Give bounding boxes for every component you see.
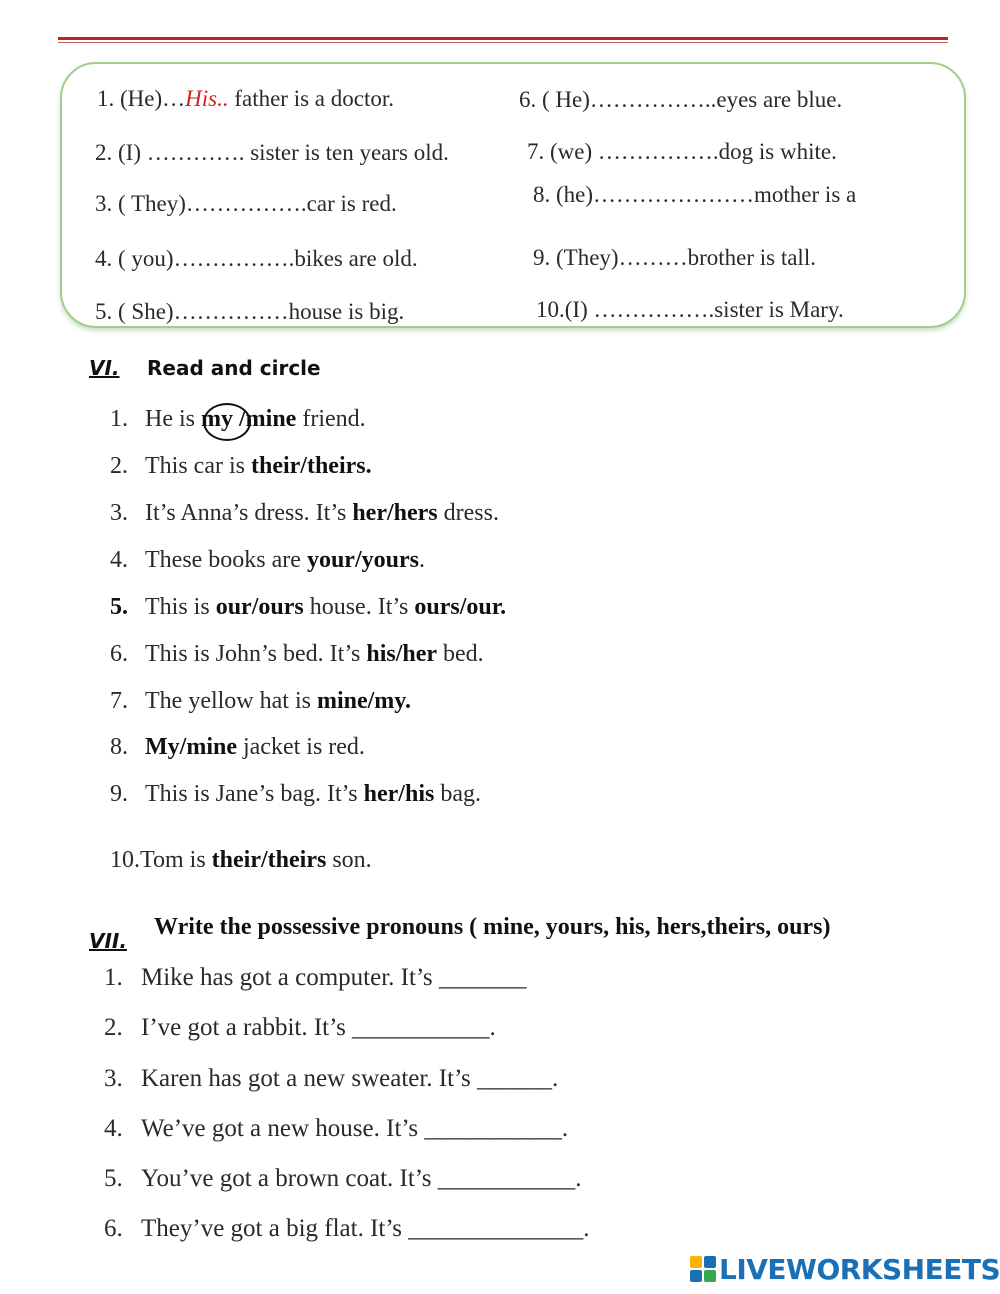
- sentence-text: bed.: [437, 641, 484, 667]
- fill-item-6: [104, 1215, 590, 1243]
- box-item-1: 1. (He)…His.. father is a doctor.: [97, 86, 395, 111]
- fill-item-4: [104, 1115, 568, 1143]
- choice-text[interactable]: her/hers: [352, 500, 438, 526]
- fill-sentence[interactable]: Karen has got a new sweater. It’s ______.: [141, 1065, 559, 1092]
- fill-item-5: [104, 1165, 581, 1193]
- choice-text[interactable]: my: [201, 406, 233, 432]
- sentence-text: .: [418, 547, 425, 573]
- choice-text[interactable]: their/theirs.: [250, 453, 372, 479]
- circle-item-8: [110, 734, 365, 761]
- sentence-text: jacket is red.: [236, 734, 365, 760]
- sentence-text: son.: [326, 847, 372, 873]
- circle-item-4: [110, 547, 425, 574]
- sentence-text: This is Jane’s bag. It’s: [145, 781, 364, 807]
- item-number: 3.: [110, 500, 128, 526]
- liveworksheets-logo: [690, 1252, 1000, 1286]
- answer-circle: [203, 403, 251, 441]
- circle-item-3: [110, 500, 499, 527]
- sentence-text: Tom is: [140, 847, 212, 873]
- sentence-text: It’s Anna’s dress. It’s: [145, 500, 353, 526]
- sentence-text: These books are: [145, 547, 307, 573]
- box-item-8: 8. (he)…………………mother is a: [533, 182, 857, 207]
- item-number: 2.: [104, 1014, 123, 1041]
- item-number: 9.: [110, 781, 128, 807]
- sentence-text: friend.: [296, 406, 366, 432]
- sentence-text: dress.: [437, 500, 499, 526]
- circle-item-9: [110, 781, 481, 808]
- item-number: 5.: [104, 1165, 123, 1192]
- fill-sentence[interactable]: They’ve got a big flat. It’s ______________.: [141, 1215, 590, 1242]
- circle-item-2: [110, 453, 372, 480]
- item-number: 5.: [110, 594, 128, 620]
- section-7-label: VII.: [89, 929, 127, 953]
- item-number: 8.: [110, 734, 128, 760]
- item-number: 6.: [104, 1215, 123, 1242]
- item-number: 6.: [110, 641, 128, 667]
- circle-item-10: [110, 847, 372, 874]
- choice-text[interactable]: our/ours: [215, 594, 304, 620]
- fill-item-3: [104, 1065, 558, 1093]
- box-item-10: 10.(I) …………….sister is Mary.: [536, 297, 844, 322]
- box-item-7: 7. (we) …………….dog is white.: [527, 139, 837, 164]
- section-6-label: VI.: [89, 356, 120, 380]
- item-number: 2.: [110, 453, 128, 479]
- sentence-text: bag.: [434, 781, 481, 807]
- item-number: 7.: [110, 688, 128, 714]
- item-number: 10.: [110, 847, 140, 873]
- sentence-text: This car is: [145, 453, 251, 479]
- sentence-text: This is John’s bed. It’s: [145, 641, 367, 667]
- top-rule: [58, 37, 948, 40]
- box-item-2: 2. (I) …………. sister is ten years old.: [95, 140, 449, 165]
- sentence-text: This is: [145, 594, 216, 620]
- circle-item-5: [110, 594, 506, 621]
- choice-text[interactable]: /: [233, 406, 246, 432]
- sentence-text: He is: [145, 406, 201, 432]
- top-rule-thin: [58, 42, 948, 43]
- logo-text: LIVEWORKSHEETS: [719, 1252, 1000, 1286]
- sentence-text: house. It’s: [303, 594, 415, 620]
- item-number: 1.: [104, 964, 123, 991]
- choice-text[interactable]: their/theirs: [211, 847, 327, 873]
- fill-sentence[interactable]: Mike has got a computer. It’s _______: [141, 964, 527, 991]
- choice-text[interactable]: mine: [245, 406, 297, 432]
- choice-text[interactable]: her/his: [363, 781, 435, 807]
- logo-grid-icon: [690, 1256, 716, 1282]
- item-number: 1.: [110, 406, 128, 432]
- fill-item-1: [104, 964, 526, 992]
- choice-text[interactable]: your/yours: [306, 547, 419, 573]
- fill-item-2: [104, 1014, 496, 1042]
- item-number: 3.: [104, 1065, 123, 1092]
- fill-sentence[interactable]: We’ve got a new house. It’s ___________.: [141, 1115, 569, 1142]
- circle-item-7: [110, 688, 411, 715]
- choice-text[interactable]: his/her: [366, 641, 438, 667]
- choice-text[interactable]: mine/my.: [316, 688, 411, 714]
- section-7-title: Write the possessive pronouns ( mine, yours, his, hers,theirs, ours): [154, 914, 831, 940]
- circle-item-6: [110, 641, 484, 668]
- box-item-5: 5. ( She)……………house is big.: [95, 299, 405, 324]
- fill-sentence[interactable]: You’ve got a brown coat. It’s ___________.: [141, 1165, 582, 1192]
- box-item-9: 9. (They)………brother is tall.: [533, 245, 816, 270]
- box-item-3: 3. ( They)…………….car is red.: [95, 191, 397, 216]
- item-number: 4.: [110, 547, 128, 573]
- fill-sentence[interactable]: I’ve got a rabbit. It’s ___________.: [141, 1014, 496, 1041]
- item-number: 4.: [104, 1115, 123, 1142]
- box-item-6: 6. ( He)……………..eyes are blue.: [519, 87, 843, 112]
- sentence-text: The yellow hat is: [145, 688, 317, 714]
- answer-text: His..: [185, 86, 229, 111]
- choice-text[interactable]: My/mine: [145, 734, 237, 760]
- box-item-4: 4. ( you)…………….bikes are old.: [95, 246, 418, 271]
- choice-text[interactable]: ours/our.: [414, 594, 507, 620]
- section-6-title: Read and circle: [147, 356, 321, 380]
